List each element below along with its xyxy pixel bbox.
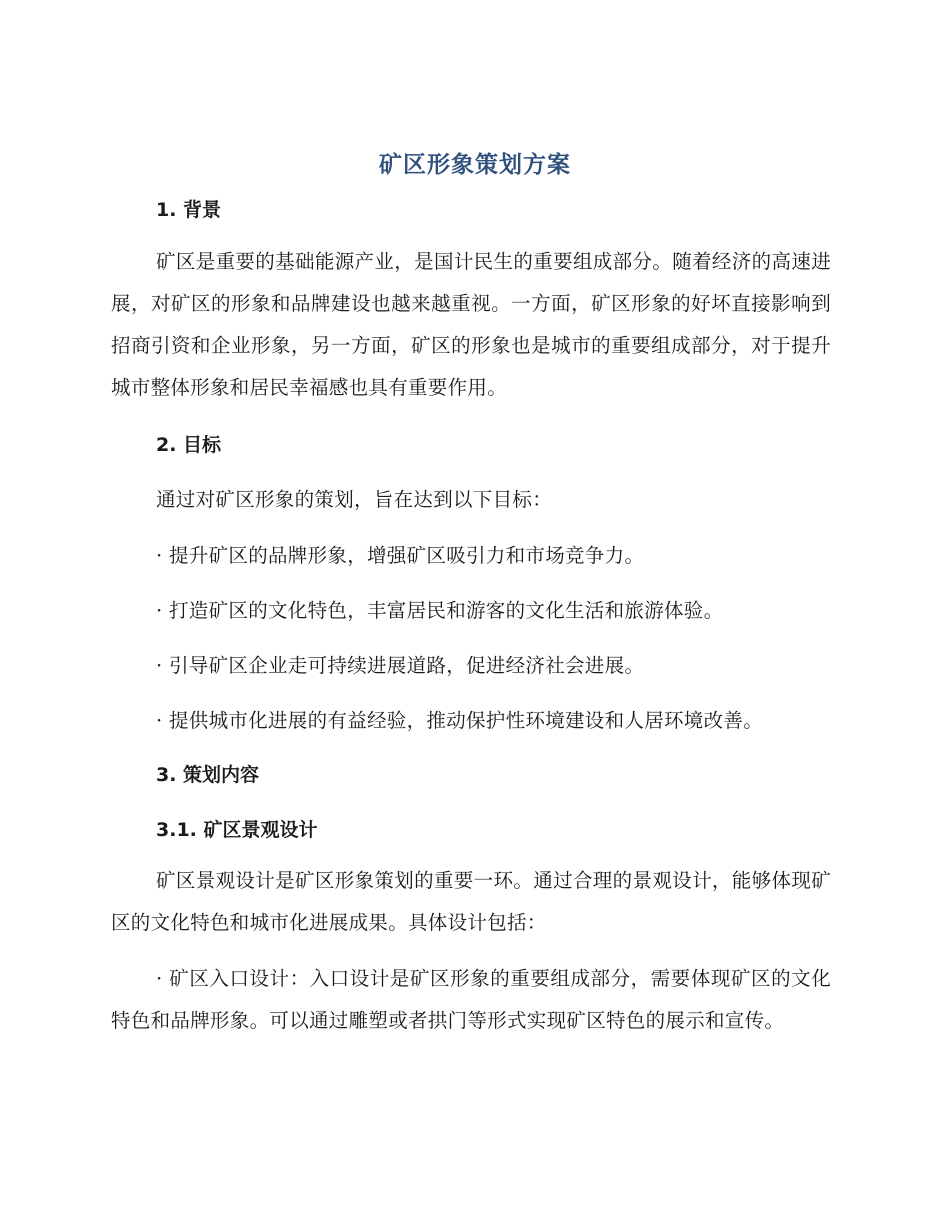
landscape-paragraph: 矿区景观设计是矿区形象策划的重要一环。通过合理的景观设计，能够体现矿区的文化特色和城市化进展成果。具体设计包括： [111, 869, 831, 934]
section-heading-goals: 2. 目标 [156, 434, 222, 456]
goal-item: · 打造矿区的文化特色，丰富居民和游客的文化生活和旅游体验。 [156, 599, 724, 622]
document-title: 矿区形象策划方案 [379, 152, 571, 178]
section-heading-background: 1. 背景 [156, 199, 222, 221]
goal-item: · 提供城市化进展的有益经验，推动保护性环境建设和人居环境改善。 [156, 709, 763, 732]
landscape-item: · 矿区入口设计：入口设计是矿区形象的重要组成部分，需要体现矿区的文化特色和品牌形象。可以通过雕塑或者拱门等形式实现矿区特色的展示和宣传。 [111, 967, 831, 1032]
section-heading-content: 3. 策划内容 [156, 764, 260, 786]
goal-item: · 引导矿区企业走可持续进展道路，促进经济社会进展。 [156, 654, 645, 677]
subsection-heading-landscape: 3.1. 矿区景观设计 [156, 819, 318, 841]
goal-item: · 提升矿区的品牌形象，增强矿区吸引力和市场竞争力。 [156, 544, 645, 567]
background-paragraph: 矿区是重要的基础能源产业，是国计民生的重要组成部分。随着经济的高速进展，对矿区的形象和品牌建设也越来越重视。一方面，矿区形象的好坏直接影响到招商引资和企业形象，另一方面，矿区的形象也是城市的重要组成部分，对于提升城市整体形象和居民幸福感也具有重要作用。 [111, 250, 831, 399]
goals-intro: 通过对矿区形象的策划，旨在达到以下目标： [156, 488, 553, 511]
